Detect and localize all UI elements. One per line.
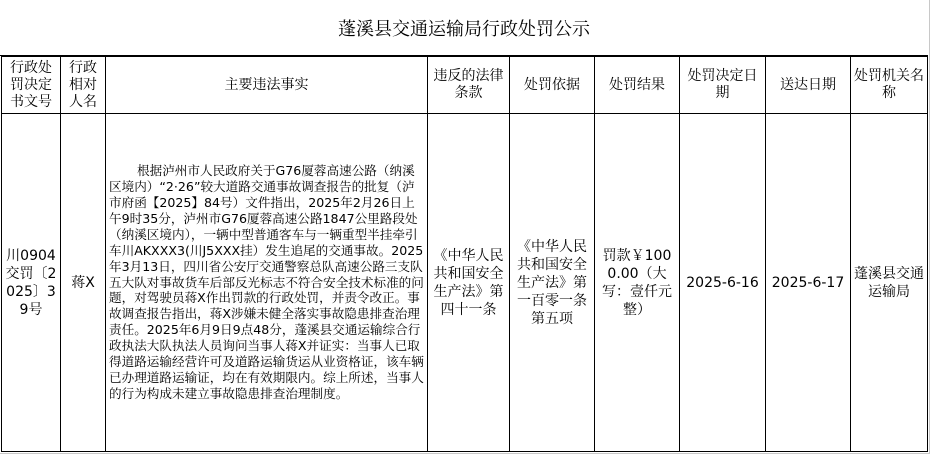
cell-decision-date: 2025-6-16 (680, 114, 766, 452)
header-doc-no: 行政处罚决定书文号 (2, 57, 61, 114)
cell-basis: 《中华人民共和国安全生产法》第一百零一条第五项 (510, 114, 595, 452)
header-decision-date: 处罚决定日期 (680, 57, 766, 114)
page-title: 蓬溪县交通运输局行政处罚公示 (0, 0, 928, 56)
penalty-table (1, 56, 928, 452)
table-row (2, 114, 928, 452)
header-row (2, 57, 928, 114)
header-law: 违反的法律条款 (428, 57, 510, 114)
cell-doc-no: 川0904交罚〔2025〕39号 (2, 114, 61, 452)
cell-party: 蒋X (61, 114, 106, 452)
header-party: 行政相对人名 (61, 57, 106, 114)
header-authority: 处罚机关名称 (851, 57, 928, 114)
header-result: 处罚结果 (595, 57, 680, 114)
cell-delivery-date: 2025-6-17 (766, 114, 851, 452)
facts-text: 根据泸州市人民政府关于G76厦蓉高速公路（纳溪区境内）“2·26”较大道路交通事故调查报告的批复（泸市府函【2025】84号）文件指出，2025年2月26日上午9时35分，泸州市G76厦蓉高速公路1847公里路段处（纳溪区境内），一辆中型普通客车与一辆重型半挂牵引车川AKXXX3(川J5XXX挂）发生追尾的交通事故。2025年3月13日，四川省公安厅交通警察总队高速公路三支队五大队对事故货车后部反光标志不符合安全技术标准的问题，对驾驶员蒋X作出罚款的行政处罚，并责令改正。事故调查报告指出，蒋X涉嫌未健全落实事故隐患排查治理责任。2025年6月9日9点48分，蓬溪县交通运输综合行政执法大队执法人员询问当事人蒋X并证实：当事人已取得道路运输经营许可及道路运输货运从业资格证，该车辆已办理道路运输证，均在有效期限内。综上所述，当事人的行为构成未建立事故隐患排查治理制度。 (109, 163, 424, 401)
header-basis: 处罚依据 (510, 57, 595, 114)
cell-result: 罚款￥1000.00（大写：壹仟元整） (595, 114, 680, 452)
cell-law: 《中华人民共和国安全生产法》第四十一条 (428, 114, 510, 452)
cell-facts (106, 114, 428, 452)
header-facts: 主要违法事实 (106, 57, 428, 114)
header-delivery-date: 送达日期 (766, 57, 851, 114)
cell-authority: 蓬溪县交通运输局 (851, 114, 928, 452)
